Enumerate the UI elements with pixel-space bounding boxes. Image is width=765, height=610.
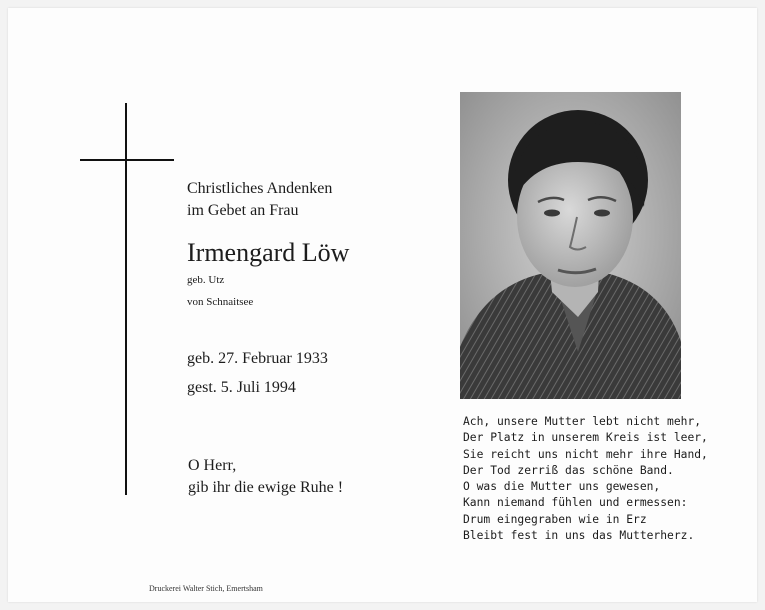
prayer-line-1: O Herr, [188,457,237,474]
prayer [188,455,343,499]
poem-line: Der Tod zerriß das schöne Band. [463,463,674,477]
intro-line-1: Christliches Andenken [187,180,333,197]
memorial-card [8,8,757,602]
poem-line: O was die Mutter uns gewesen, [463,480,661,494]
portrait-photo [460,92,681,399]
poem-line: Ach, unsere Mutter lebt nicht mehr, [463,415,702,428]
poem [463,414,708,544]
poem-line: Sie reicht uns nicht mehr ihre Hand, [463,447,708,461]
poem-line: Der Platz in unserem Kreis ist leer, [463,431,708,445]
printer-imprint: Druckerei Walter Stich, Emertsham [149,584,263,593]
poem-line: Drum eingegraben wie in Erz [463,512,647,526]
birth-date: geb. 27. Februar 1933 [187,350,328,367]
poem-line: Bleibt fest in uns das Mutterherz. [463,529,695,543]
cross-vertical-bar [125,103,127,495]
intro-line-2: im Gebet an Frau [187,202,299,219]
poem-line: Kann niemand fühlen und ermessen: [463,496,688,510]
death-date: gest. 5. Juli 1994 [187,379,296,396]
maiden-name: geb. Utz [187,274,225,286]
deceased-name: Irmengard Löw [187,238,350,267]
cross-horizontal-bar [80,159,174,161]
origin: von Schnaitsee [187,296,254,308]
prayer-line-2: gib ihr die ewige Ruhe ! [188,479,344,496]
intro-text [187,178,332,222]
